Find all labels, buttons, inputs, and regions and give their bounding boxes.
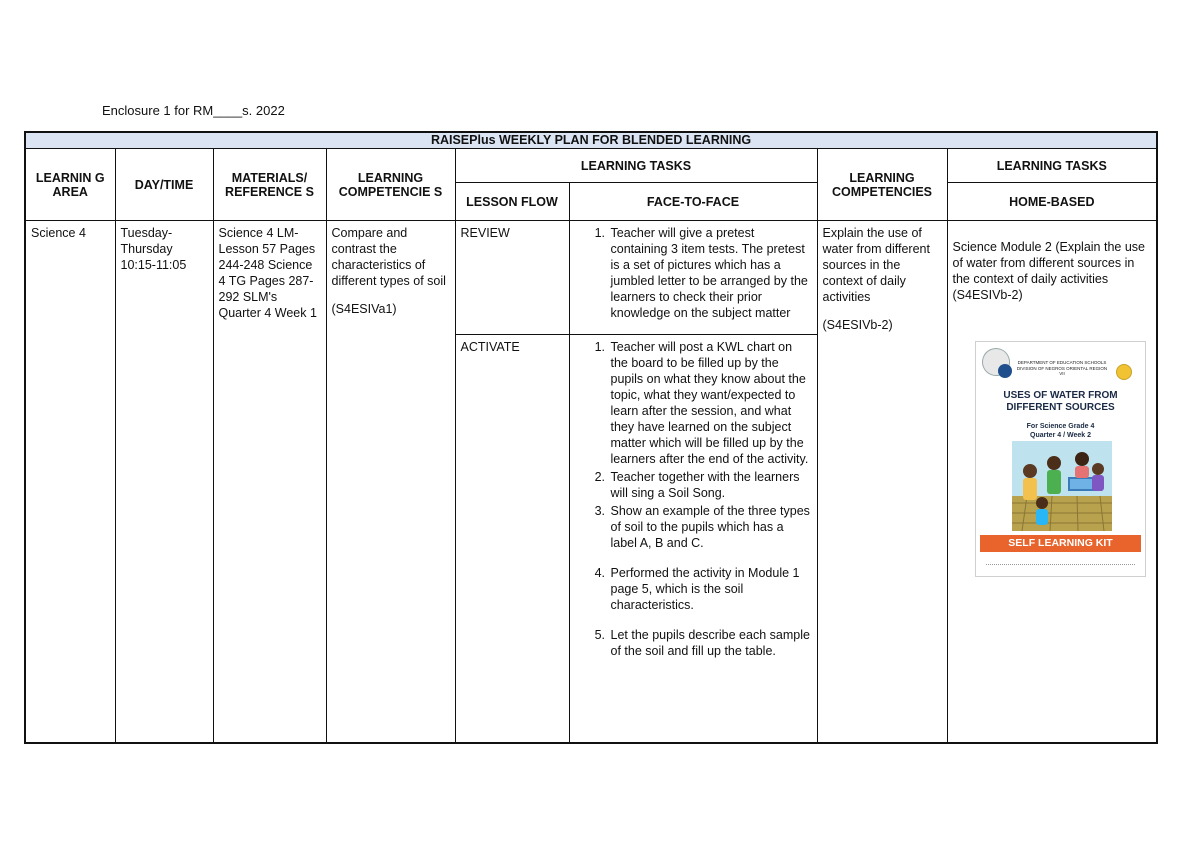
- enclosure-label: Enclosure 1 for RM____s. 2022: [102, 103, 285, 118]
- self-learning-kit-banner: SELF LEARNING KIT: [980, 535, 1141, 552]
- cover-subtitle-grade: For Science Grade 4: [1026, 423, 1095, 430]
- cell-review-tasks: [569, 221, 817, 335]
- activate-task: 3. Show an example of the three types of soil to the pupils which has a label A, B and C.: [609, 503, 812, 551]
- cell-day-time: Tuesday-Thursday 10:15-11:05: [115, 221, 213, 744]
- cell-activate-label: ACTIVATE: [455, 335, 569, 744]
- module-cover-image: [975, 341, 1146, 577]
- header-materials: MATERIALS/ REFERENCE S: [213, 149, 326, 221]
- cell-learning-area: Science 4: [25, 221, 115, 744]
- header-face-to-face: FACE-TO-FACE: [569, 183, 817, 221]
- activate-task: 5. Let the pupils describe each sample of the soil and fill up the table.: [609, 627, 812, 659]
- activate-task: 2. Teacher together with the learners will sing a Soil Song.: [609, 469, 812, 501]
- cover-deped-text: DEPARTMENT OF EDUCATION SCHOOLS DIVISION OF NEGROS ORIENTAL REGION VII: [1016, 360, 1108, 376]
- competency-code: (S4ESIVa1): [331, 302, 397, 316]
- header-lesson-flow: LESSON FLOW: [455, 183, 569, 221]
- division-seal-icon: [1116, 364, 1132, 380]
- header-learning-tasks: LEARNING TASKS: [455, 149, 817, 183]
- header-competencies: LEARNING COMPETENCIE S: [326, 149, 455, 221]
- header-competencies-2: LEARNING COMPETENCIES: [817, 149, 947, 221]
- header-home-based: HOME-BASED: [947, 183, 1157, 221]
- children-illustration-icon: [1012, 441, 1112, 531]
- header-learning-area: LEARNIN G AREA: [25, 149, 115, 221]
- cell-activate-tasks: [569, 335, 817, 744]
- cell-competency: [326, 221, 455, 744]
- competency-text: Compare and contrast the characteristics of different types of soil: [331, 226, 446, 288]
- competency-2-code: (S4ESIVb-2): [822, 318, 893, 332]
- cover-subtitle: [976, 422, 1145, 440]
- header-day-time: DAY/TIME: [115, 149, 213, 221]
- activate-task: 1. Teacher will post a KWL chart on the board to be filled up by the pupils on what they know about the topic, what they want/expected to learn after the session, and what they have learned on the subject matter which will be filled up by the learners after the end of the activity.: [609, 339, 812, 467]
- plan-title: RAISEPlus WEEKLY PLAN FOR BLENDED LEARNING: [25, 132, 1157, 149]
- cover-subtitle-quarter: Quarter 4 / Week 2: [1030, 432, 1091, 439]
- deped-seal-icon: [998, 364, 1012, 378]
- cover-title: USES OF WATER FROM DIFFERENT SOURCES: [1003, 390, 1118, 413]
- cell-review-label: REVIEW: [455, 221, 569, 335]
- review-task: 1. Teacher will give a pretest containing 3 item tests. The pretest is a set of pictures which has a jumbled letter to be arranged by the learners to check their prior knowledge on the subject matter: [609, 225, 812, 321]
- competency-2-text: Explain the use of water from different sources in the context of daily activities: [822, 226, 930, 304]
- activate-task: 4. Performed the activity in Module 1 page 5, which is the soil characteristics.: [609, 565, 812, 613]
- home-based-text: Science Module 2 (Explain the use of water from different sources in the context of daily activities (S4ESIVb-2): [952, 240, 1145, 302]
- cell-competency-2: [817, 221, 947, 744]
- header-learning-tasks-2: LEARNING TASKS: [947, 149, 1157, 183]
- cell-materials: Science 4 LM-Lesson 57 Pages 244-248 Science 4 TG Pages 287-292 SLM's Quarter 4 Week 1: [213, 221, 326, 744]
- cover-footer: [986, 564, 1135, 568]
